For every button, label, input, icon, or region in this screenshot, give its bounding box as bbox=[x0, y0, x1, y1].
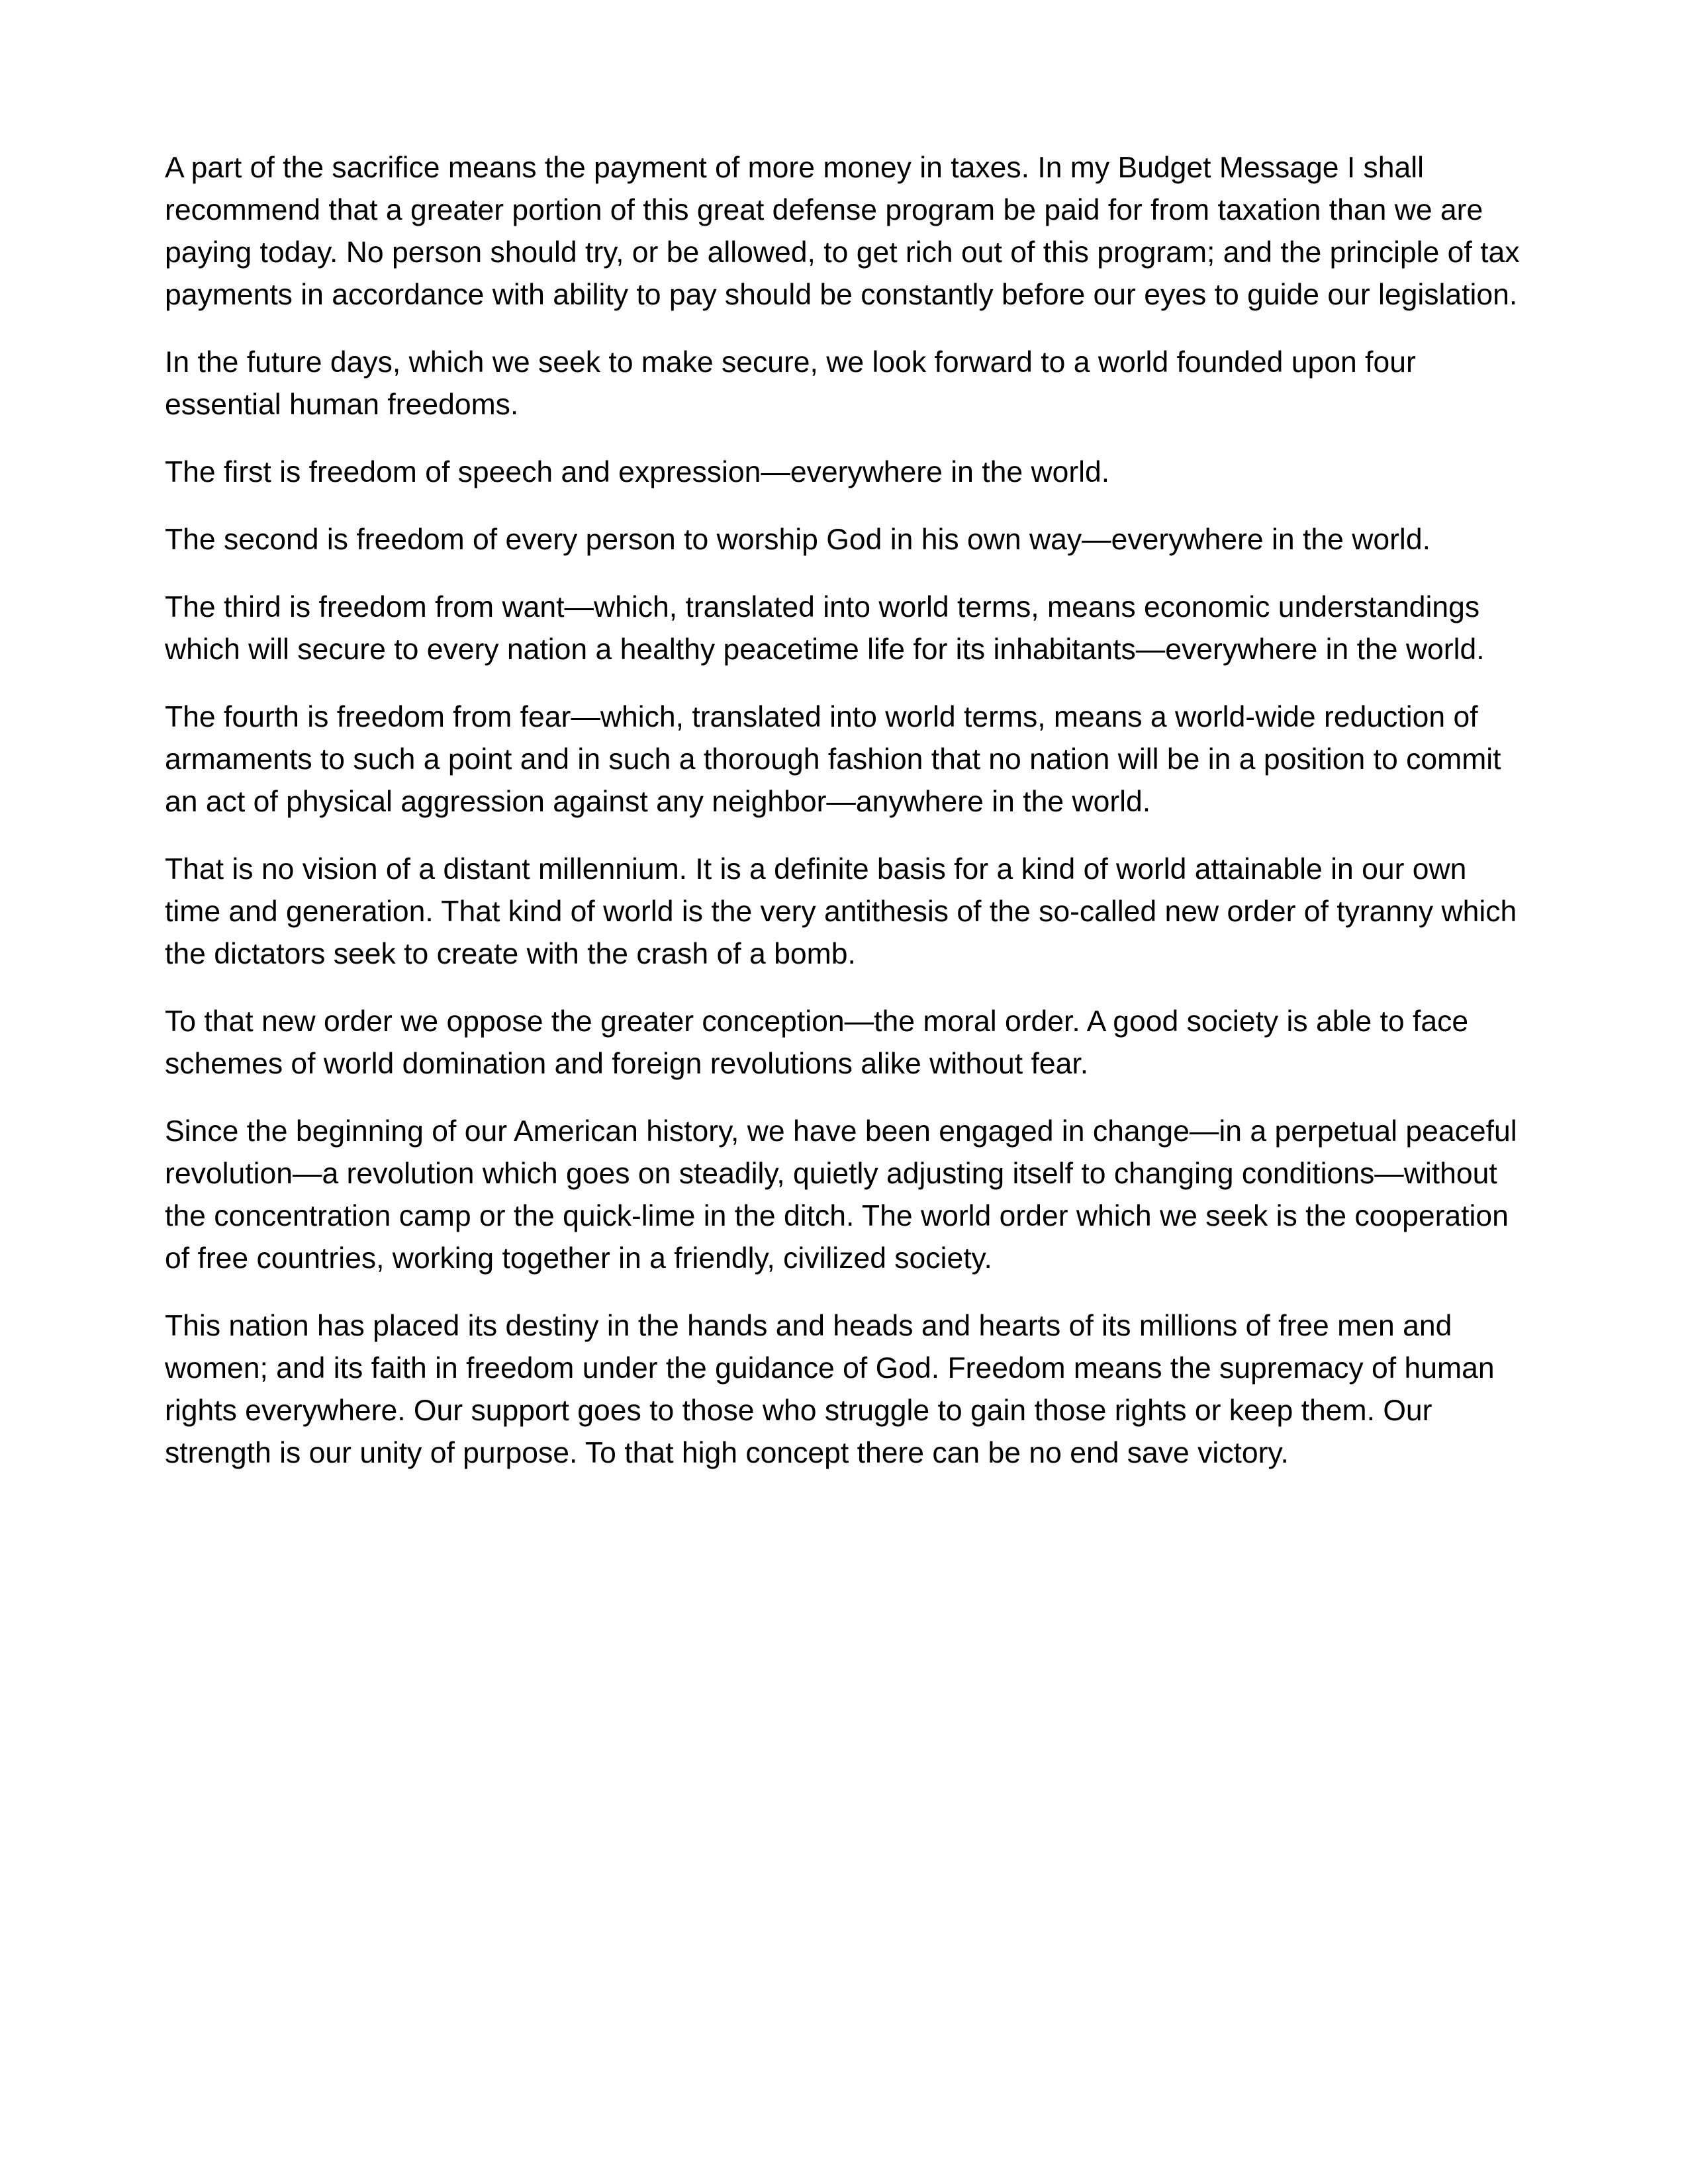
paragraph-6: The fourth is freedom from fear—which, translated into world terms, means a world-wide reduction of armaments to such a point and in such a thorough fashion that no nation will be in a position to commit an act of physical aggression against any neighbor—anywhere in the world. bbox=[165, 701, 1501, 818]
paragraph-1: A part of the sacrifice means the payment of more money in taxes. In my Budget Message I shall recommend that a greater portion of this great defense program be paid for from taxation than we are paying today. No person should try, or be allowed, to get rich out of this program; and the principle of tax payments in accordance with ability to pay should be constantly before our eyes to guide our legislation. bbox=[165, 152, 1520, 311]
paragraph-5: The third is freedom from want—which, translated into world terms, means economic understandings which will secure to every nation a healthy peacetime life for its inhabitants—everywhere in the world. bbox=[165, 591, 1485, 666]
paragraph-3: The first is freedom of speech and expression—everywhere in the world. bbox=[165, 456, 1110, 488]
paragraph-2: In the future days, which we seek to make secure, we look forward to a world founded upon four essential human freedoms. bbox=[165, 346, 1416, 421]
paragraph-10: This nation has placed its destiny in the hands and heads and hearts of its millions of free men and women; and its faith in freedom under the guidance of God. Freedom means the supremacy of human rights everywhere. Our support goes to those who struggle to gain those rights or keep them. Our strength is our unity of purpose. To that high concept there can be no end save victory. bbox=[165, 1310, 1495, 1469]
paragraph-8: To that new order we oppose the greater conception—the moral order. A good society is able to face schemes of world domination and foreign revolutions alike without fear. bbox=[165, 1005, 1469, 1080]
document-body bbox=[165, 147, 1523, 1475]
paragraph-4: The second is freedom of every person to worship God in his own way—everywhere in the world. bbox=[165, 523, 1430, 556]
paragraph-9: Since the beginning of our American history, we have been engaged in change—in a perpetual peaceful revolution—a revolution which goes on steadily, quietly adjusting itself to changing conditions—without the concentration camp or the quick-lime in the ditch. The world order which we seek is the cooperation of free countries, working together in a friendly, civilized society. bbox=[165, 1115, 1517, 1275]
paragraph-7: That is no vision of a distant millennium. It is a definite basis for a kind of world attainable in our own time and generation. That kind of world is the very antithesis of the so-called new order of tyranny which the dictators seek to create with the crash of a bomb. bbox=[165, 853, 1517, 970]
